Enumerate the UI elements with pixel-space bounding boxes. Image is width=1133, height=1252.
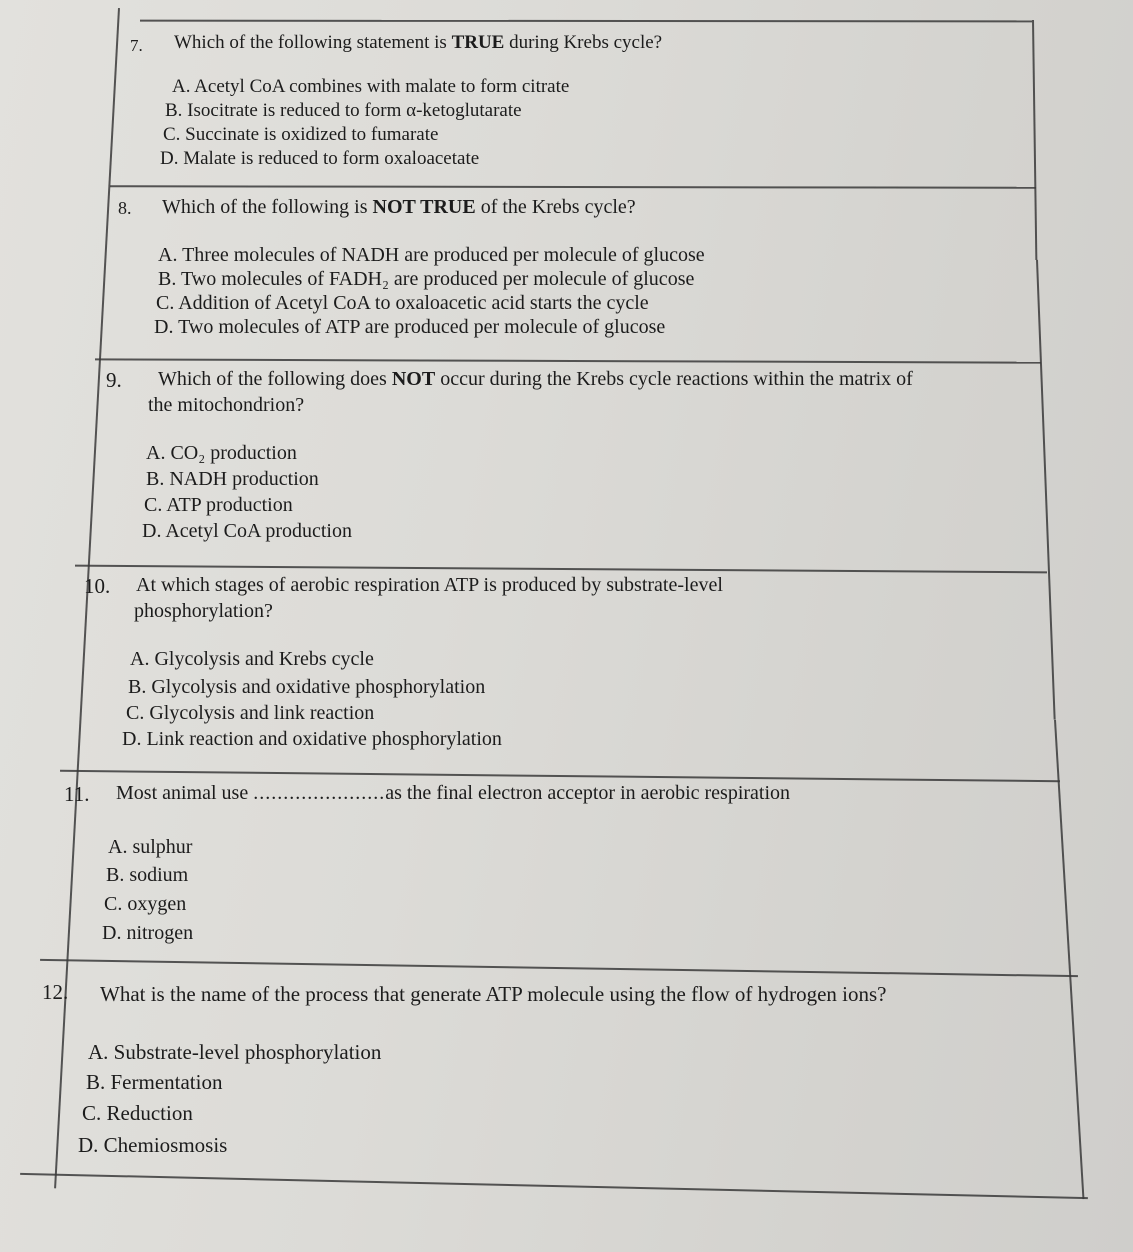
answer-option: A. CO₂ production bbox=[146, 442, 297, 464]
row-divider bbox=[20, 1173, 1088, 1199]
answer-option: A. Substrate-level phosphorylation bbox=[88, 1040, 382, 1064]
answer-option: D. nitrogen bbox=[102, 922, 194, 944]
row-divider bbox=[140, 20, 1032, 23]
table-right-border bbox=[1036, 260, 1056, 720]
question-number: 9. bbox=[106, 368, 122, 392]
question-number: 10. bbox=[84, 574, 111, 598]
answer-option: C. Succinate is oxidized to fumarate bbox=[163, 124, 439, 145]
answer-option: A. Glycolysis and Krebs cycle bbox=[130, 648, 374, 670]
answer-option: D. Link reaction and oxidative phosphorylation bbox=[122, 728, 502, 750]
question-number: 7. bbox=[130, 36, 143, 55]
question-number: 11. bbox=[64, 782, 90, 806]
question-stem: What is the name of the process that generate ATP molecule using the flow of hydrogen ions? bbox=[100, 982, 887, 1006]
answer-option: C. Glycolysis and link reaction bbox=[126, 702, 375, 724]
answer-option: D. Acetyl CoA production bbox=[142, 520, 352, 542]
answer-option: D. Chemiosmosis bbox=[78, 1133, 228, 1157]
answer-option: B. Glycolysis and oxidative phosphorylation bbox=[128, 676, 486, 698]
answer-blank: ...................... bbox=[253, 782, 386, 804]
stem-text: Most animal use bbox=[116, 782, 254, 804]
answer-option: C. Addition of Acetyl CoA to oxaloacetic acid starts the cycle bbox=[156, 292, 649, 314]
row-divider bbox=[110, 185, 1036, 189]
answer-option: B. Fermentation bbox=[86, 1070, 223, 1094]
answer-option: C. oxygen bbox=[104, 893, 187, 915]
question-stem bbox=[158, 368, 913, 391]
answer-option: A. Acetyl CoA combines with malate to form citrate bbox=[172, 76, 570, 97]
stem-text: Which of the following statement is bbox=[174, 32, 452, 53]
answer-option: B. Isocitrate is reduced to form α-ketoglutarate bbox=[165, 100, 522, 121]
answer-option: B. sodium bbox=[106, 864, 189, 886]
question-stem bbox=[162, 196, 636, 219]
stem-text: occur during the Krebs cycle reactions within the matrix of bbox=[435, 368, 913, 390]
stem-text: Which of the following is bbox=[162, 196, 373, 218]
question-stem: At which stages of aerobic respiration ATP is produced by substrate-level bbox=[136, 574, 723, 596]
row-divider bbox=[95, 358, 1041, 363]
answer-option: D. Two molecules of ATP are produced per molecule of glucose bbox=[154, 316, 666, 338]
question-stem bbox=[116, 782, 790, 805]
stem-emphasis: TRUE bbox=[451, 32, 505, 53]
table-right-border bbox=[1032, 20, 1037, 260]
question-number: 8. bbox=[118, 198, 132, 218]
stem-emphasis: NOT bbox=[391, 368, 436, 390]
stem-text: during Krebs cycle? bbox=[504, 32, 663, 53]
stem-text: as the final electron acceptor in aerobic respiration bbox=[385, 782, 791, 804]
answer-option: B. NADH production bbox=[146, 468, 319, 490]
answer-option: A. sulphur bbox=[108, 836, 193, 858]
question-stem-line2: phosphorylation? bbox=[134, 600, 273, 622]
stem-emphasis: NOT TRUE bbox=[372, 196, 476, 218]
answer-option: C. Reduction bbox=[82, 1101, 193, 1125]
stem-text: of the Krebs cycle? bbox=[475, 196, 636, 218]
row-divider bbox=[40, 959, 1078, 977]
answer-option: C. ATP production bbox=[144, 494, 293, 516]
question-number: 12. bbox=[42, 980, 69, 1004]
question-stem-line2: the mitochondrion? bbox=[148, 394, 305, 416]
row-divider bbox=[75, 565, 1047, 574]
row-divider bbox=[60, 770, 1060, 782]
answer-option: A. Three molecules of NADH are produced per molecule of glucose bbox=[158, 244, 705, 266]
stem-text: Which of the following does bbox=[158, 368, 392, 390]
answer-option: D. Malate is reduced to form oxaloacetate bbox=[160, 148, 480, 169]
table-right-border bbox=[1054, 720, 1084, 1199]
question-stem bbox=[174, 32, 662, 54]
answer-option: B. Two molecules of FADH₂ are produced per molecule of glucose bbox=[158, 268, 695, 290]
